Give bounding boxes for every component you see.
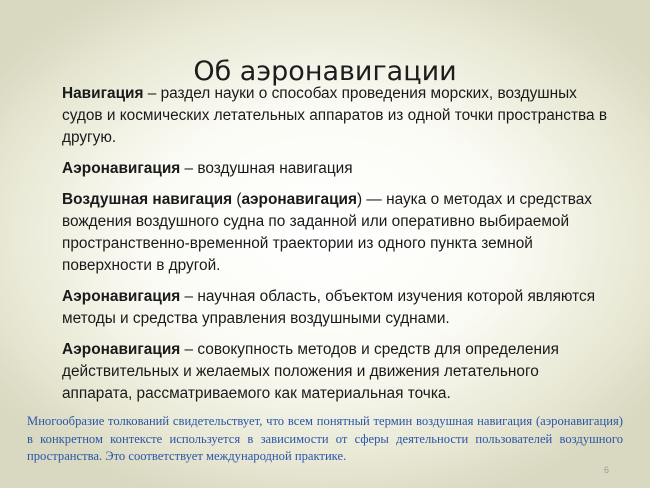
term-aeronavigation: Аэронавигация bbox=[62, 341, 181, 358]
definition-text: воздушная навигация bbox=[197, 160, 353, 177]
definition-text: раздел науки о способах проведения морских, воздушных судов и космических летательных аппаратов из одной точки пространства в другую. bbox=[62, 85, 608, 146]
term-aeronavigation-alt: аэронавигация bbox=[241, 191, 357, 208]
term-aeronavigation: Аэронавигация bbox=[62, 288, 181, 305]
term-air-navigation: Воздушная навигация bbox=[62, 191, 233, 208]
term-separator: – bbox=[180, 160, 198, 177]
term-separator: – bbox=[180, 341, 198, 358]
page-number: 6 bbox=[604, 465, 610, 475]
term-navigation: Навигация bbox=[62, 85, 144, 102]
definition-aeronavigation-1 bbox=[62, 158, 610, 180]
definition-aeronavigation-3 bbox=[62, 339, 610, 405]
definition-aeronavigation-2 bbox=[62, 286, 610, 330]
term-separator: – bbox=[143, 85, 161, 102]
definition-text: научная область, объектом изучения которой являются методы и средства управления воздушными суднами. bbox=[62, 288, 596, 327]
term-close-paren: ) — bbox=[357, 191, 387, 208]
definition-text: совокупность методов и средств для определения действительных и желаемых положения и движения летательного аппарата, рассматриваемого как материальная точка. bbox=[62, 341, 559, 402]
slide-title: Об аэронавигации bbox=[193, 56, 457, 88]
footnote-text: Многообразие толкований свидетельствует, что всем понятный термин воздушная навигация (аэронавигация) в конкретном контексте используется в зависимости от сферы деятельности пользователей воздушного пространства. Это соответствует международной практике. bbox=[27, 414, 623, 463]
term-separator: – bbox=[180, 288, 198, 305]
definition-text: наука о методах и средствах вождения воздушного судна по заданной или оперативно выбираемой пространственно-временной траектории из одного пункта земной поверхности в другой. bbox=[62, 191, 592, 274]
term-open-paren: ( bbox=[232, 191, 242, 208]
term-aeronavigation: Аэронавигация bbox=[62, 160, 181, 177]
definition-air-navigation bbox=[62, 189, 610, 277]
definition-navigation bbox=[62, 83, 610, 149]
definitions-list bbox=[62, 83, 610, 414]
